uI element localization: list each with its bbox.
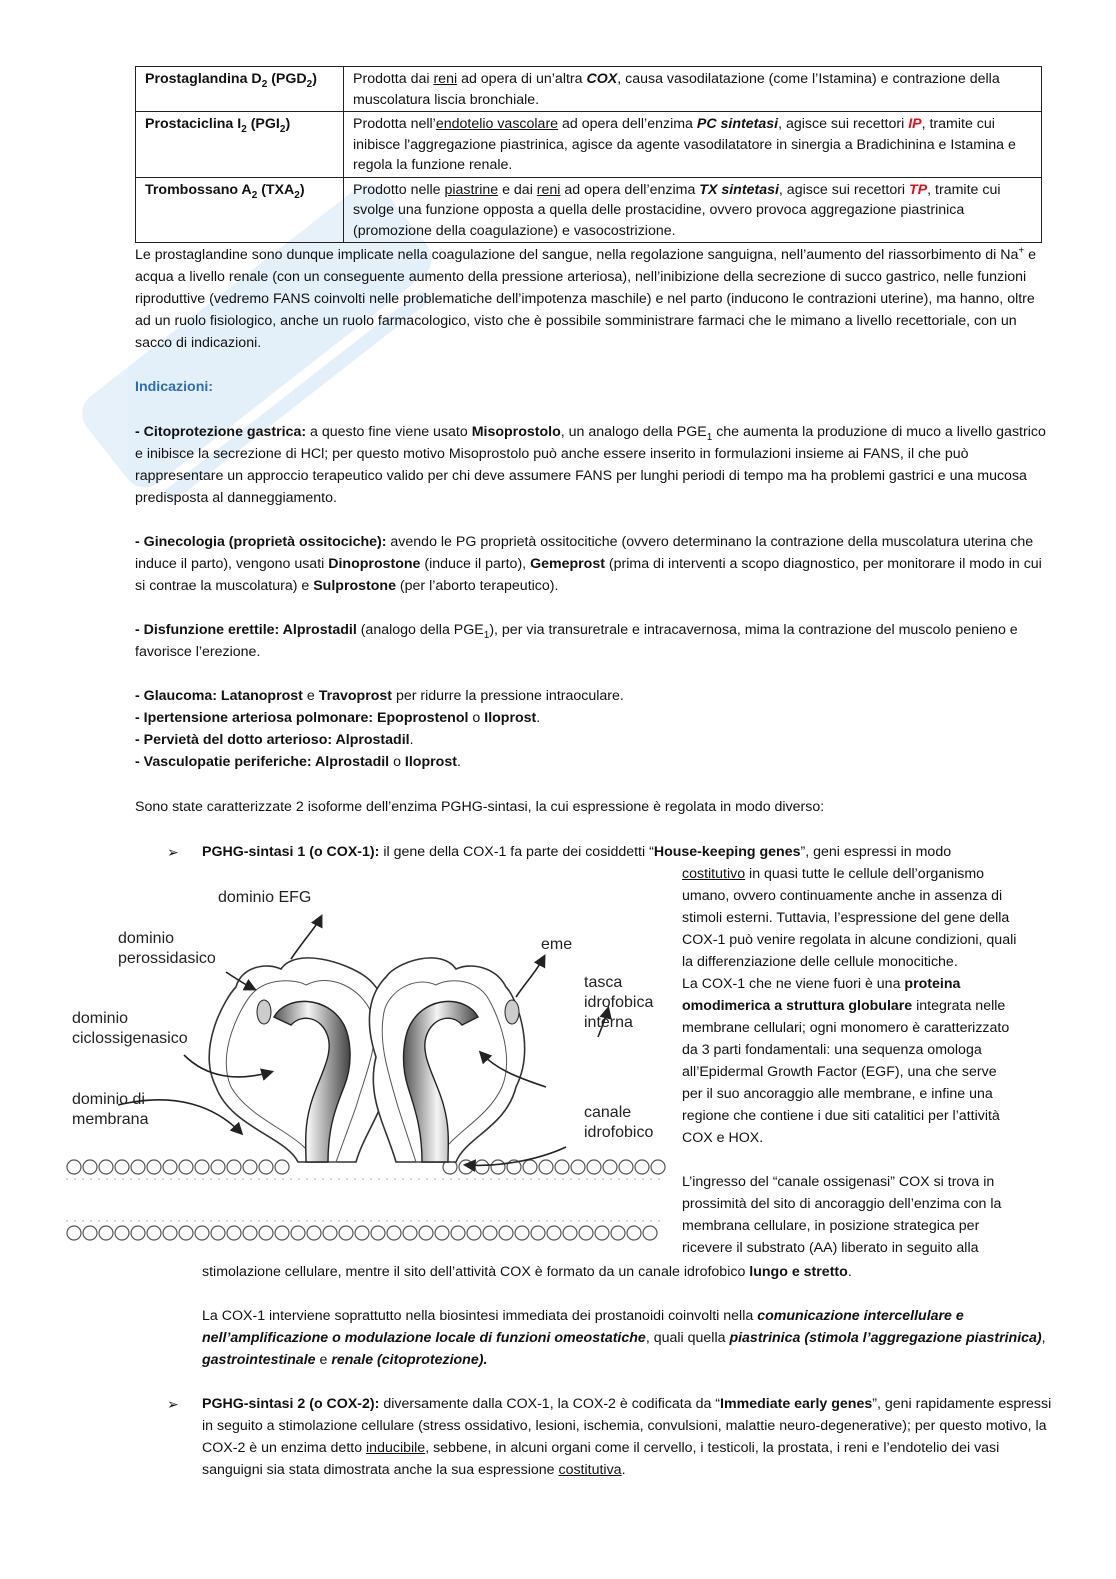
table-cell-name: Prostaglandina $D_2$ $(PGD_2)$	[136, 67, 344, 112]
list-item: - Vasculopatie periferiche: Alprostadil o Iloprost.	[135, 754, 461, 770]
column-line: all’Epidermal Growth Factor (EGF), una che serve	[682, 1064, 997, 1080]
label-eme: eme	[541, 936, 573, 953]
membrane-bilayer	[66, 1160, 666, 1240]
table-cell-desc: Prodotta dai reni ad opera di un’altra COX, causa vasodilatazione (come l’Istamina) e contrazione della muscolatura liscia bronchiale.	[344, 67, 1042, 112]
column-line: da 3 parti fondamentali: una sequenza omologa	[682, 1042, 982, 1058]
cox1-right-column	[682, 863, 1052, 1259]
column-line: per il suo ancoraggio alle membrane, e infine una	[682, 1086, 993, 1102]
indications-list	[135, 685, 1047, 773]
column-line: costitutivo in quasi tutte le cellule dell’organismo	[682, 866, 985, 882]
cox1-first-line: PGHG-sintasi 1 (o COX-1): il gene della COX-1 fa parte dei cosiddetti “House-keeping genes”, geni espressi in modo	[202, 844, 952, 860]
column-line: omodimerica a struttura globulare integrata nelle	[682, 998, 1006, 1014]
bullet-arrow-icon: ➢	[167, 1396, 179, 1412]
table-row	[136, 112, 1042, 178]
bullet-arrow-icon: ➢	[167, 844, 179, 860]
table-cell-name: Prostaciclina $I_2$ $(PGI_2)$	[136, 112, 344, 178]
list-item: - Glaucoma: Latanoprost e Travoprost per ridurre la pressione intraoculare.	[135, 688, 624, 704]
label-membrana-1: dominio di	[72, 1091, 145, 1108]
citoprotezione-paragraph: - Citoprotezione gastrica: a questo fine viene usato Misoprostolo, un analogo della $PGE_1$ che aumenta la produzione di muco a livello gastrico e inibisce la secrezione di HCl; per questo motivo Misoprostolo può anche essere inserito in formulazioni insieme ai FANS, il che può rappresentare un approccio terapeutico valido per chi deve assumere FANS per lunghi periodi di tempo ma ha problemi gastrici e una mucosa predisposta al danneggiamento.	[135, 424, 1046, 506]
list-item: - Ipertensione arteriosa polmonare: Epoprostenol o Iloprost.	[135, 710, 541, 726]
column-line: la differenziazione delle cellule monocitiche.	[682, 954, 958, 970]
column-line: La COX-1 che ne viene fuori è una proteina	[682, 976, 961, 992]
disfunzione-paragraph: - Disfunzione erettile: Alprostadil (analogo della $PGE_1$), per via transuretrale e intracavernosa, mima la contrazione del muscolo penieno e favorisce l’erezione.	[135, 622, 1018, 660]
label-dominio-egf: dominio EFG	[218, 889, 312, 906]
column-line: membrane cellulari; ogni monomero è caratterizzato	[682, 1020, 1010, 1036]
isoforme-paragraph: Sono state caratterizzate 2 isoforme dell’enzima PGHG-sintasi, la cui espressione è regolata in modo diverso:	[135, 799, 825, 815]
column-line: L’ingresso del “canale ossigenasi” COX si trova in	[682, 1174, 995, 1190]
intro-paragraph: Le prostaglandine sono dunque implicate nella coagulazione del sangue, nella regolazione sanguigna, nell’aumento del riassorbimento di Na+ e acqua a livello renale (con un conseguente aumento della pressione arteriosa), nell’inibizione della secrezione di succo gastrico, nelle funzioni riproduttive (vedremo FANS coinvolti nelle problematiche dell’impotenza maschile) e nel parto (inducono le contrazioni uterine), ma hanno, oltre ad un ruolo fisiologico, anche un ruolo farmacologico, visto che è possibile somministrare farmaci che le mimano a livello recettoriale, con un sacco di indicazioni.	[135, 245, 1037, 351]
table-row	[136, 177, 1042, 243]
label-tasca-1: tasca	[584, 974, 623, 991]
column-line: COX-1 può venire regolata in alcune condizioni, quali	[682, 932, 1017, 948]
prostanoid-table	[135, 66, 1042, 243]
label-ciclo-1: dominio	[72, 1010, 129, 1027]
label-ciclo-2: ciclossigenasico	[72, 1030, 188, 1047]
label-perox-2: perossidasico	[118, 950, 216, 967]
column-line: membrana cellulare, in posizione strategica per	[682, 1218, 980, 1234]
cox1-structure-figure	[66, 877, 666, 1247]
table-row	[136, 67, 1042, 112]
table-cell-desc: Prodotto nelle piastrine e dai reni ad opera dell’enzima TX sintetasi, agisce sui recettori TP, tramite cui svolge una funzione opposta a quella delle prostacidine, ovvero provoca aggregazione piastrinica (promozione della coagulazione) e vasocostrizione.	[344, 177, 1042, 243]
column-line: ricevere il substrato (AA) liberato in seguito alla	[682, 1240, 979, 1256]
label-tasca-3: interna	[584, 1014, 633, 1031]
column-line: stimoli esterni. Tuttavia, l’espressione del gene della	[682, 910, 1010, 926]
cox-monomer-left	[209, 958, 390, 1162]
label-canale-1: canale	[584, 1104, 632, 1121]
cox1-paragraph-2: La COX-1 interviene soprattutto nella biosintesi immediata dei prostanoidi coinvolti nella comunicazione intercellulare e nell’amplificazione o modulazione locale di funzioni omeostatiche, quali quella piastrinica (stimola l’aggregazione piastrinica), gastrointestinale e renale (citoprotezione).	[202, 1308, 1046, 1368]
label-canale-2: idrofobico	[584, 1124, 654, 1141]
indicazioni-heading: Indicazioni:	[135, 379, 214, 395]
column-line: COX e HOX.	[682, 1130, 764, 1146]
label-perox-1: dominio	[118, 930, 175, 947]
list-item: - Pervietà del dotto arterioso: Alprostadil.	[135, 732, 414, 748]
label-membrana-2: membrana	[72, 1111, 149, 1128]
table-cell-name: Trombossano $A_2$ $(TXA_2)$	[136, 177, 344, 243]
label-tasca-2: idrofobica	[584, 994, 654, 1011]
cox2-paragraph: PGHG-sintasi 2 (o COX-2): diversamente dalla COX-1, la COX-2 è codificata da “Immediate early genes”, geni rapidamente espressi in seguito a stimolazione cellulare (stress ossidativo, lesioni, ischemia, convulsioni, malattie neuro-degenerative); per questo motivo, la COX-2 è un enzima detto inducibile, sebbene, in alcuni organi come il cervello, i testicoli, la prostata, i reni e l’endotelio dei vasi sanguigni sia stata dimostrata anche la sua espressione costitutiva.	[202, 1396, 1052, 1478]
cox1-continuation: stimolazione cellulare, mentre il sito dell’attività COX è formato da un canale idrofobico lungo e stretto.	[202, 1264, 852, 1280]
column-line: umano, ovvero continuamente anche in assenza di	[682, 888, 1003, 904]
table-cell-desc: Prodotta nell’endotelio vascolare ad opera dell’enzima PC sintetasi, agisce sui recettori IP, tramite cui inibisce l'aggregazione piastrinica, agisce da agente vasodilatatore in sinergia a Bradichinina e Istamina e regola la funzione renale.	[344, 112, 1042, 178]
column-line: regione che contiene i due siti catalitici per l’attività	[682, 1108, 1000, 1124]
ginecologia-paragraph: - Ginecologia (proprietà ossitociche): avendo le PG proprietà ossitocitiche (ovvero determinano la contrazione della muscolatura uterina che induce il parto), vengono usati Dinoprostone (induce il parto), Gemeprost (prima di interventi a scopo diagnostico, per monitorare il modo in cui si contrae la muscolatura) e Sulprostone (per l’aborto terapeutico).	[135, 534, 1042, 594]
column-line: prossimità del sito di ancoraggio dell’enzima con la	[682, 1196, 1002, 1212]
